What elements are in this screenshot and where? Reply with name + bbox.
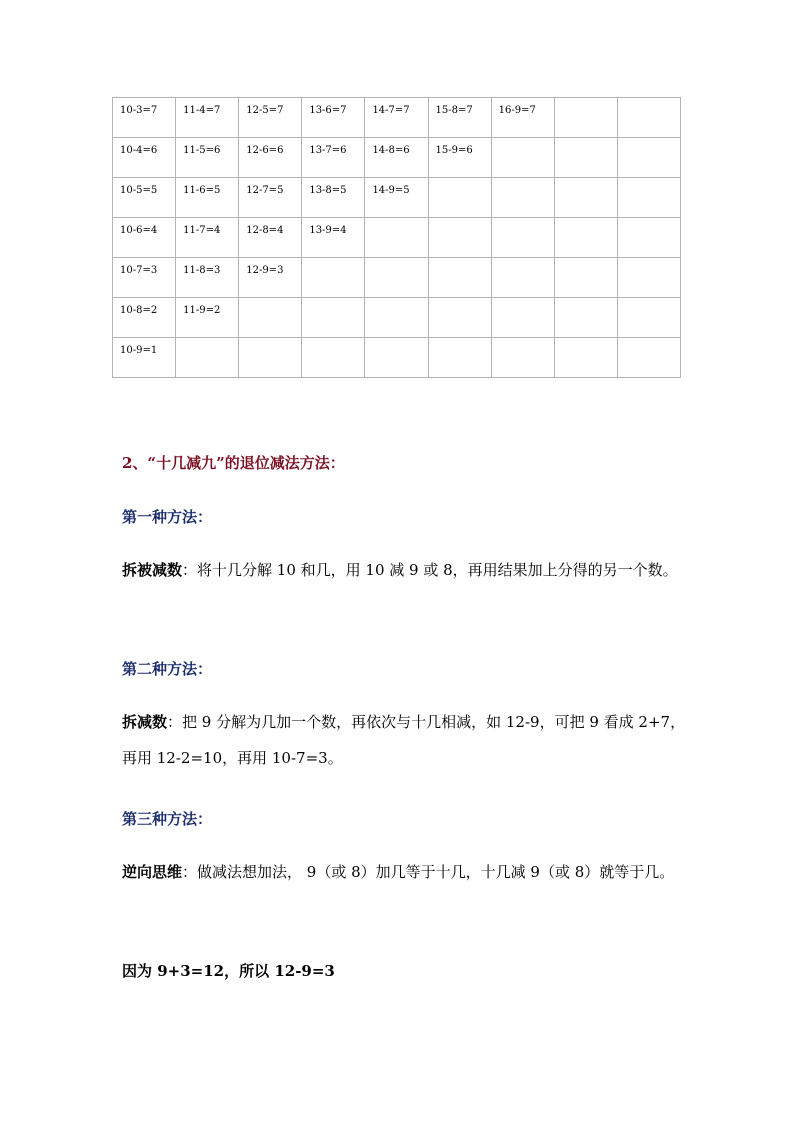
cell-text: 10-6=4	[120, 225, 158, 236]
cell-text	[625, 98, 680, 105]
table-row	[113, 258, 681, 298]
table-cell	[428, 258, 491, 298]
cell-text	[499, 258, 554, 265]
method-2-label: 拆减数	[122, 713, 168, 731]
table-cell	[554, 338, 617, 378]
table-cell	[113, 218, 176, 258]
example-line	[122, 960, 692, 981]
cell-text	[499, 218, 554, 225]
table-cell	[365, 258, 428, 298]
table-cell	[302, 138, 365, 178]
cell-text: 13-8=5	[309, 185, 347, 196]
cell-text: 15-8=7	[435, 105, 473, 116]
table-cell	[428, 338, 491, 378]
table-cell	[302, 338, 365, 378]
cell-text: 10-9=1	[120, 345, 158, 356]
table-cell	[239, 258, 302, 298]
cell-text	[309, 258, 364, 265]
cell-text: 13-6=7	[309, 105, 347, 116]
table-cell	[302, 298, 365, 338]
example-text: 因为 9+3=12，所以 12-9=3	[122, 962, 335, 980]
table-cell	[491, 98, 554, 138]
table-cell	[428, 138, 491, 178]
cell-text	[436, 338, 491, 345]
cell-text: 12-5=7	[246, 105, 284, 116]
cell-text: 11-9=2	[183, 305, 221, 316]
cell-text	[436, 218, 491, 225]
cell-text: 13-7=6	[309, 145, 347, 156]
cell-text	[436, 298, 491, 305]
table-cell	[428, 218, 491, 258]
method-1-label: 拆被减数	[122, 561, 183, 579]
table-cell	[302, 178, 365, 218]
table-cell	[554, 138, 617, 178]
cell-text	[436, 258, 491, 265]
table-cell	[491, 338, 554, 378]
cell-text	[562, 258, 617, 265]
table-cell	[113, 98, 176, 138]
table-cell	[554, 218, 617, 258]
method-1-paragraph	[122, 552, 692, 588]
cell-text: 12-6=6	[246, 145, 284, 156]
table-cell	[113, 178, 176, 218]
cell-text: 11-6=5	[183, 185, 221, 196]
table-cell	[113, 338, 176, 378]
cell-text	[562, 98, 617, 105]
cell-text	[183, 338, 238, 345]
table-cell	[176, 98, 239, 138]
table-cell	[554, 178, 617, 218]
cell-text: 13-9=4	[309, 225, 347, 236]
cell-text	[499, 178, 554, 185]
table-cell	[113, 298, 176, 338]
cell-text: 10-3=7	[120, 105, 158, 116]
cell-text	[562, 298, 617, 305]
table-cell	[554, 98, 617, 138]
method-2-title: 第二种方法：	[122, 660, 213, 678]
table-row	[113, 298, 681, 338]
cell-text	[625, 138, 680, 145]
method-2-text: ：把 9 分解为几加一个数，再依次与十几相减，如 12-9，可把 9 看成 2+7，再用 12-2=10，再用 10-7=3。	[122, 713, 686, 767]
table-cell	[617, 98, 680, 138]
cell-text: 11-7=4	[183, 225, 221, 236]
cell-text: 11-5=6	[183, 145, 221, 156]
table-cell	[113, 258, 176, 298]
method-2-paragraph	[122, 704, 692, 776]
cell-text: 12-8=4	[246, 225, 284, 236]
cell-text	[625, 298, 680, 305]
cell-text: 10-5=5	[120, 185, 158, 196]
cell-text: 11-8=3	[183, 265, 221, 276]
section-title: 2、“十几减九”的退位减法方法：	[122, 454, 345, 472]
table-cell	[491, 218, 554, 258]
cell-text	[309, 338, 364, 345]
cell-text	[246, 338, 301, 345]
cell-text	[372, 218, 427, 225]
table-cell	[554, 258, 617, 298]
table-cell	[302, 258, 365, 298]
table-cell	[491, 258, 554, 298]
cell-text	[372, 258, 427, 265]
table-cell	[428, 298, 491, 338]
cell-text	[625, 178, 680, 185]
table-cell	[176, 138, 239, 178]
table-cell	[302, 218, 365, 258]
cell-text: 14-9=5	[372, 185, 410, 196]
table-cell	[617, 138, 680, 178]
table-cell	[365, 138, 428, 178]
table-cell	[491, 178, 554, 218]
table-cell	[617, 178, 680, 218]
table-cell	[428, 178, 491, 218]
cell-text: 10-4=6	[120, 145, 158, 156]
table-row	[113, 98, 681, 138]
table-row	[113, 178, 681, 218]
table-cell	[176, 178, 239, 218]
cell-text	[625, 258, 680, 265]
method-1-title: 第一种方法：	[122, 508, 213, 526]
subtraction-table	[112, 97, 681, 378]
cell-text: 12-9=3	[246, 265, 284, 276]
table-cell	[113, 138, 176, 178]
cell-text	[562, 138, 617, 145]
cell-text	[499, 138, 554, 145]
table-cell	[239, 218, 302, 258]
table-cell	[617, 218, 680, 258]
table-cell	[239, 138, 302, 178]
table-row	[113, 338, 681, 378]
cell-text	[625, 338, 680, 345]
table-row	[113, 218, 681, 258]
cell-text: 16-9=7	[498, 105, 536, 116]
cell-text	[246, 298, 301, 305]
table-cell	[239, 338, 302, 378]
method-1-text: ：将十几分解 10 和几，用 10 减 9 或 8，再用结果加上分得的另一个数。	[182, 561, 678, 579]
method-3-label: 逆向思维	[122, 863, 183, 881]
table-cell	[239, 298, 302, 338]
cell-text: 12-7=5	[246, 185, 284, 196]
cell-text: 14-8=6	[372, 145, 410, 156]
cell-text	[436, 178, 491, 185]
cell-text: 11-4=7	[183, 105, 221, 116]
table-cell	[617, 298, 680, 338]
table-cell	[176, 338, 239, 378]
table-cell	[365, 178, 428, 218]
cell-text: 10-7=3	[120, 265, 158, 276]
cell-text	[309, 298, 364, 305]
table-cell	[176, 298, 239, 338]
table-cell	[176, 258, 239, 298]
cell-text	[562, 218, 617, 225]
method-3-paragraph	[122, 854, 692, 890]
cell-text	[625, 218, 680, 225]
table-cell	[176, 218, 239, 258]
table-cell	[491, 138, 554, 178]
table-cell	[239, 98, 302, 138]
table-cell	[617, 338, 680, 378]
cell-text	[499, 338, 554, 345]
table-cell	[365, 218, 428, 258]
table-cell	[491, 298, 554, 338]
cell-text: 15-9=6	[435, 145, 473, 156]
cell-text	[372, 338, 427, 345]
cell-text	[372, 298, 427, 305]
method-3-title: 第三种方法：	[122, 810, 213, 828]
table-cell	[554, 298, 617, 338]
cell-text: 14-7=7	[372, 105, 410, 116]
table-cell	[302, 98, 365, 138]
table-cell	[365, 298, 428, 338]
table-cell	[617, 258, 680, 298]
cell-text	[499, 298, 554, 305]
table-cell	[365, 98, 428, 138]
table-cell	[365, 338, 428, 378]
cell-text: 10-8=2	[120, 305, 158, 316]
cell-text	[562, 338, 617, 345]
cell-text	[562, 178, 617, 185]
table-row	[113, 138, 681, 178]
table-cell	[428, 98, 491, 138]
table-cell	[239, 178, 302, 218]
method-3-text: ：做减法想加法， 9（或 8）加几等于十几，十几减 9（或 8）就等于几。	[182, 863, 675, 881]
